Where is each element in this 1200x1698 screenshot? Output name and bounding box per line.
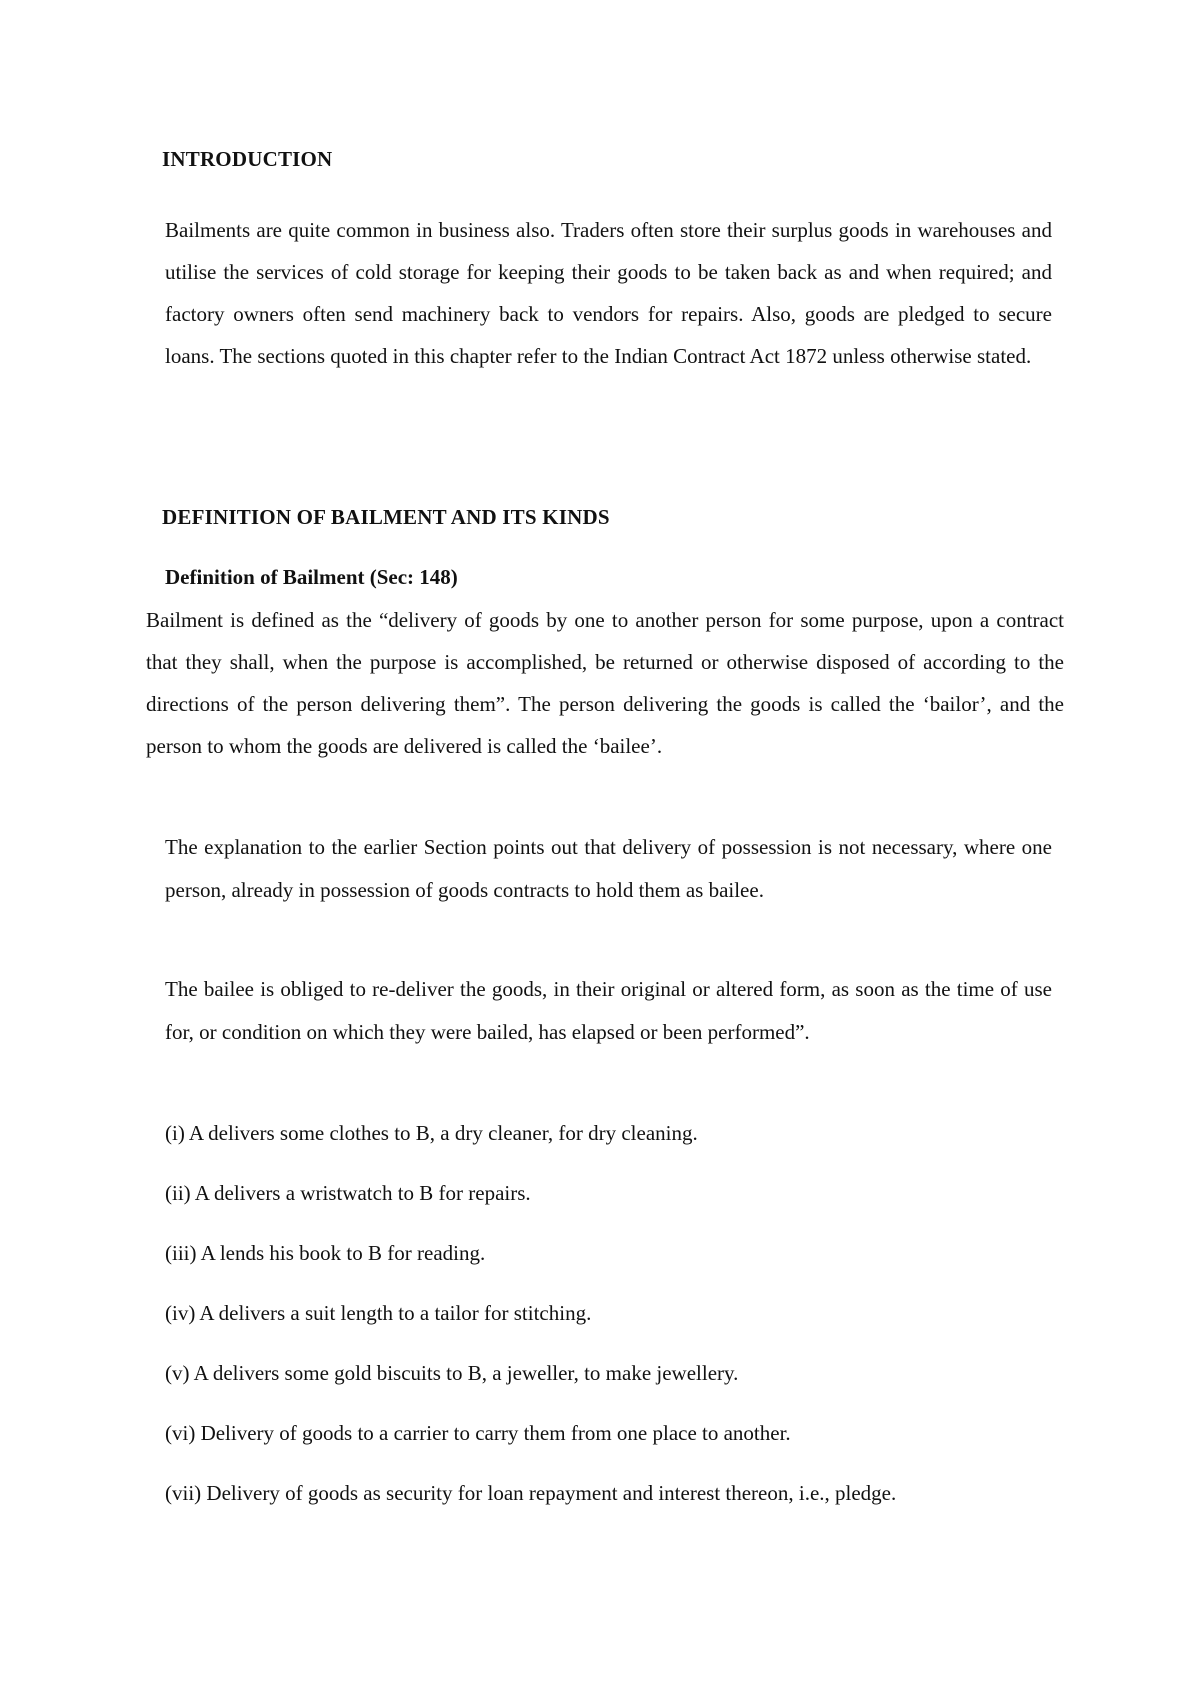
example-item: (ii) A delivers a wristwatch to B for repairs. [165, 1181, 531, 1205]
definition-heading: DEFINITION OF BAILMENT AND ITS KINDS [162, 505, 610, 529]
example-item: (iii) A lends his book to B for reading. [165, 1241, 486, 1265]
example-item: (vi) Delivery of goods to a carrier to carry them from one place to another. [165, 1421, 791, 1445]
example-item: (vii) Delivery of goods as security for loan repayment and interest thereon, i.e., pledge. [165, 1481, 897, 1505]
example-item: (v) A delivers some gold biscuits to B, a jeweller, to make jewellery. [165, 1361, 739, 1385]
example-item: (i) A delivers some clothes to B, a dry cleaner, for dry cleaning. [165, 1121, 698, 1145]
explanation-paragraph: The explanation to the earlier Section points out that delivery of possession is not necessary, where one person, already in possession of goods contracts to hold them as bailee. [165, 835, 1052, 902]
definition-paragraph: Bailment is defined as the “delivery of goods by one to another person for some purpose, upon a contract that they shall, when the purpose is accomplished, be returned or otherwise disposed of according to the directions of the person delivering them”. The person delivering the goods is called the ‘bailor’, and the person to whom the goods are delivered is called the ‘bailee’. [146, 608, 1064, 758]
introduction-paragraph: Bailments are quite common in business also. Traders often store their surplus goods in warehouses and utilise the services of cold storage for keeping their goods to be taken back as and when required; and factory owners often send machinery back to vendors for repairs. Also, goods are pledged to secure loans. The sections quoted in this chapter refer to the Indian Contract Act 1872 unless otherwise stated. [165, 218, 1052, 368]
introduction-heading: INTRODUCTION [162, 147, 333, 171]
definition-subheading: Definition of Bailment (Sec: 148) [165, 565, 458, 589]
example-item: (iv) A delivers a suit length to a tailor for stitching. [165, 1301, 592, 1325]
obligation-paragraph: The bailee is obliged to re-deliver the goods, in their original or altered form, as soon as the time of use for, or condition on which they were bailed, has elapsed or been performed”. [165, 977, 1052, 1044]
